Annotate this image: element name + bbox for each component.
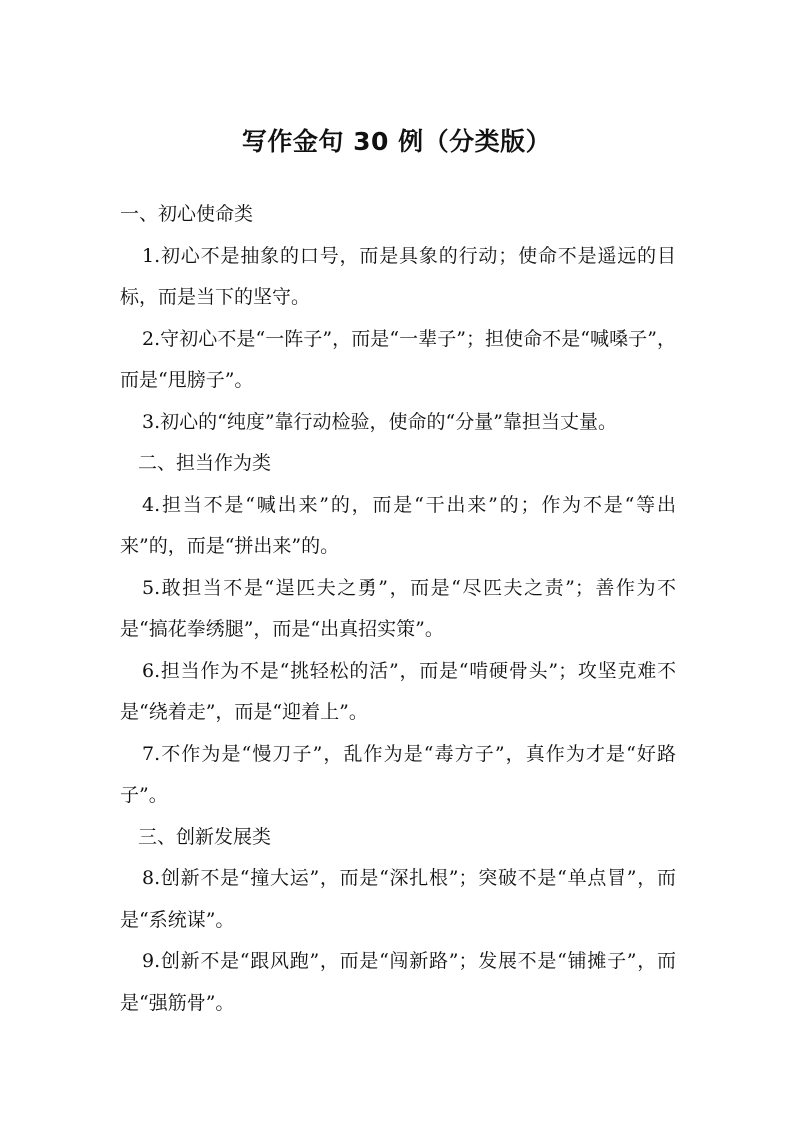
sentence-item-5: 5.敢担当不是“逞匹夫之勇”，而是“尽匹夫之责”；善作为不是“搞花拳绣腿”，而是“出真招实策”。 [120,576,676,640]
sentence-item-2: 2.守初心不是“一阵子”，而是“一辈子”；担使命不是“喊嗓子”，而是“甩膀子”。 [120,327,676,391]
sentence-item-1: 1.初心不是抽象的口号，而是具象的行动；使命不是遥远的目标，而是当下的坚守。 [120,244,676,308]
sentence-item-8: 8.创新不是“撞大运”，而是“深扎根”；突破不是“单点冒”，而是“系统谋”。 [120,867,676,931]
section-heading-initial-mission: 一、初心使命类 [120,203,254,225]
section-heading-innovation: 三、创新发展类 [138,825,272,848]
sentence-item-9: 9.创新不是“跟风跑”，而是“闯新路”；发展不是“铺摊子”，而是“强筋骨”。 [120,950,676,1014]
document-body [120,194,676,1024]
document-title: 写作金句 30 例（分类版） [241,127,552,156]
section-heading-responsibility: 二、担当作为类 [138,452,272,474]
sentence-item-6: 6.担当作为不是“挑轻松的活”，而是“啃硬骨头”；攻坚克难不是“绕着走”，而是“迎着上”。 [120,659,676,723]
sentence-item-3: 3.初心的“纯度”靠行动检验，使命的“分量”靠担当丈量。 [142,410,617,433]
sentence-item-4: 4.担当不是“喊出来”的，而是“干出来”的；作为不是“等出来”的，而是“拼出来”的。 [120,493,676,557]
sentence-item-7: 7.不作为是“慢刀子”，乱作为是“毒方子”，真作为才是“好路子”。 [120,742,676,806]
